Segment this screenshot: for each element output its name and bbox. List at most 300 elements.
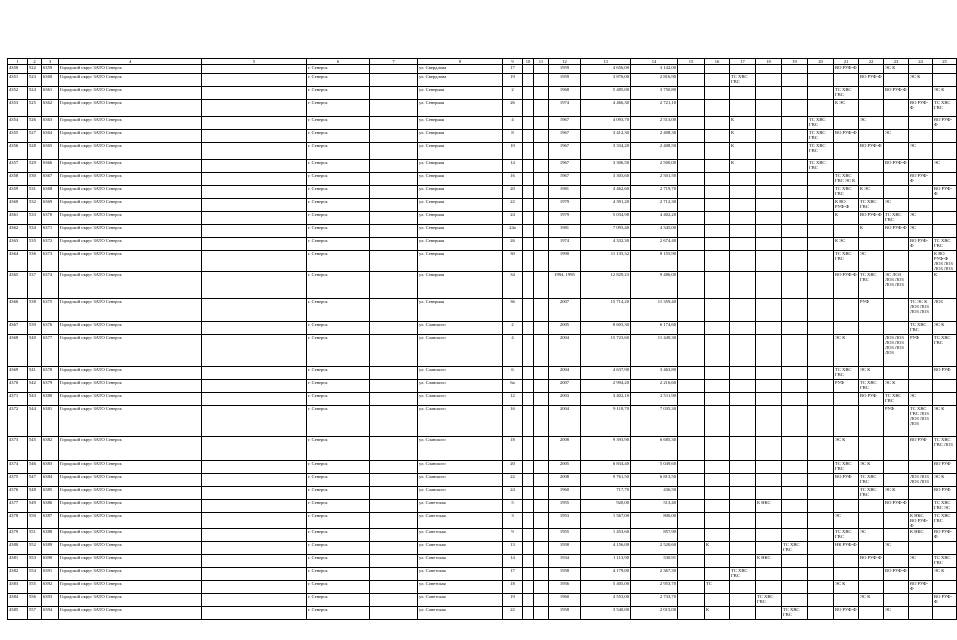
table-cell xyxy=(202,594,307,607)
table-cell: 6362 xyxy=(42,100,59,117)
column-header: 16 xyxy=(705,59,730,65)
table-cell: г. Северск xyxy=(307,380,370,393)
table-cell: 13 xyxy=(503,542,523,555)
table-cell xyxy=(756,299,782,322)
table-cell xyxy=(705,299,730,322)
table-cell: РУФ xyxy=(909,335,933,367)
table-cell xyxy=(730,555,756,568)
table-cell: ЭС К xyxy=(909,74,933,87)
table-cell xyxy=(523,487,534,500)
table-cell xyxy=(370,173,418,186)
table-cell: 2 733,70 xyxy=(631,594,678,607)
table-row xyxy=(8,160,957,173)
table-cell xyxy=(523,74,534,87)
table-cell: г. Северск xyxy=(307,65,370,74)
table-cell xyxy=(782,367,808,380)
table-cell: РУФ xyxy=(884,406,909,437)
table-cell: Городской округ ЗАТО Северск xyxy=(59,238,202,251)
table-cell xyxy=(370,367,418,380)
table-cell: ТС ХВС ГВС ЛОЗ xyxy=(933,437,957,461)
column-header: 10 xyxy=(523,59,534,65)
table-cell xyxy=(730,272,756,299)
table-cell: 6368 xyxy=(42,186,59,199)
table-cell xyxy=(523,186,534,199)
table-cell xyxy=(370,87,418,100)
table-cell xyxy=(909,542,933,555)
table-cell xyxy=(705,568,730,581)
table-cell xyxy=(884,100,909,117)
table-cell: 6 xyxy=(503,367,523,380)
table-cell xyxy=(534,607,549,620)
table-cell xyxy=(523,594,534,607)
table-cell: ВО РУФ-Ф xyxy=(909,100,933,117)
table-cell xyxy=(756,199,782,212)
table-cell: ВО РУФ-Ф xyxy=(834,272,859,299)
column-header: 6 xyxy=(307,59,370,65)
table-cell: г. Северск xyxy=(307,594,370,607)
table-cell: 16 xyxy=(503,173,523,186)
table-cell xyxy=(730,225,756,238)
table-cell xyxy=(859,568,884,581)
table-cell xyxy=(523,87,534,100)
table-cell xyxy=(859,130,884,143)
table-cell: г. Северск xyxy=(307,160,370,173)
table-cell: 4364 xyxy=(8,251,28,272)
table-cell xyxy=(859,500,884,513)
table-cell xyxy=(808,322,834,335)
table-cell: 18 xyxy=(503,437,523,461)
table-cell: 3 334,20 xyxy=(581,143,631,160)
table-cell xyxy=(730,335,756,367)
table-cell xyxy=(884,74,909,87)
table-cell xyxy=(202,74,307,87)
table-cell: 6388 xyxy=(42,529,59,542)
table-cell: 1 453,60 xyxy=(581,529,631,542)
table-cell: 4 466,30 xyxy=(581,100,631,117)
table-cell xyxy=(808,581,834,594)
table-cell: 529 xyxy=(28,160,42,173)
table-cell xyxy=(370,225,418,238)
table-cell xyxy=(730,542,756,555)
table-cell xyxy=(782,100,808,117)
table-cell: г. Северск xyxy=(307,487,370,500)
table-cell: К ЭС xyxy=(859,186,884,199)
column-header: 7 xyxy=(370,59,418,65)
table-row xyxy=(8,594,957,607)
table-cell: Городской округ ЗАТО Северск xyxy=(59,594,202,607)
table-cell: ЭС К xyxy=(834,581,859,594)
table-cell xyxy=(523,251,534,272)
table-cell: 6384 xyxy=(42,474,59,487)
table-cell xyxy=(730,65,756,74)
table-cell xyxy=(370,322,418,335)
table-cell: Городской округ ЗАТО Северск xyxy=(59,117,202,130)
table-cell: 3 303,60 xyxy=(581,173,631,186)
table-cell xyxy=(730,581,756,594)
column-header: 25 xyxy=(933,59,957,65)
table-cell: 1 567,00 xyxy=(581,513,631,529)
table-cell xyxy=(678,487,705,500)
table-row xyxy=(8,555,957,568)
table-cell: г. Северск xyxy=(307,500,370,513)
table-cell: Городской округ ЗАТО Северск xyxy=(59,529,202,542)
table-cell xyxy=(909,199,933,212)
table-cell: 525 xyxy=(28,100,42,117)
table-cell: К xyxy=(933,272,957,299)
table-cell: 2007 xyxy=(549,299,581,322)
table-cell xyxy=(523,367,534,380)
table-cell: Городской округ ЗАТО Северск xyxy=(59,272,202,299)
table-cell: 4367 xyxy=(8,322,28,335)
table-cell: 12 829,23 xyxy=(581,272,631,299)
table-cell: 542 xyxy=(28,380,42,393)
table-cell: ул. Северная xyxy=(418,143,503,160)
table-cell xyxy=(523,143,534,160)
table-cell: 12 xyxy=(503,393,523,406)
table-cell xyxy=(808,335,834,367)
table-cell: ЭС xyxy=(884,607,909,620)
table-cell xyxy=(782,173,808,186)
table-cell: 20 xyxy=(503,186,523,199)
table-cell xyxy=(678,581,705,594)
table-cell xyxy=(808,87,834,100)
table-row xyxy=(8,117,957,130)
table-cell xyxy=(859,100,884,117)
table-cell xyxy=(730,238,756,251)
table-cell xyxy=(834,225,859,238)
table-cell: 22 xyxy=(503,199,523,212)
table-cell xyxy=(202,474,307,487)
table-cell xyxy=(909,272,933,299)
table-cell: 4376 xyxy=(8,487,28,500)
table-cell: ЭС xyxy=(859,529,884,542)
table-cell xyxy=(202,186,307,199)
table-cell xyxy=(808,186,834,199)
table-cell xyxy=(782,225,808,238)
table-cell: ВО РУФ-Ф xyxy=(834,65,859,74)
table-cell: 6393 xyxy=(42,594,59,607)
table-cell: 5 049,60 xyxy=(631,461,678,474)
table-cell: 2008 xyxy=(549,474,581,487)
table-row xyxy=(8,393,957,406)
table-cell: 11 449,30 xyxy=(631,335,678,367)
table-cell: 557 xyxy=(28,607,42,620)
table-cell xyxy=(730,437,756,461)
table-cell: г. Северск xyxy=(307,437,370,461)
table-cell: 2004 xyxy=(549,335,581,367)
table-cell xyxy=(705,474,730,487)
table-cell: 1953 xyxy=(549,513,581,529)
table-cell: 4350 xyxy=(8,65,28,74)
table-cell xyxy=(370,406,418,437)
table-cell xyxy=(202,251,307,272)
table-cell: ВО РУФ xyxy=(909,437,933,461)
table-cell xyxy=(678,87,705,100)
table-cell: 530,91 xyxy=(631,555,678,568)
table-cell: 9 486,00 xyxy=(631,272,678,299)
table-row xyxy=(8,406,957,437)
table-cell: ВО РУФ-Ф xyxy=(884,225,909,238)
column-header: 5 xyxy=(202,59,307,65)
table-cell: 2007 xyxy=(549,380,581,393)
table-cell xyxy=(370,251,418,272)
table-cell xyxy=(730,474,756,487)
table-cell: 3 306,50 xyxy=(581,160,631,173)
table-cell xyxy=(370,500,418,513)
table-cell: ТС ХВС ГВС xyxy=(859,199,884,212)
table-cell xyxy=(834,74,859,87)
table-cell xyxy=(730,186,756,199)
table-cell: К НКС xyxy=(756,500,782,513)
column-header: 1 xyxy=(8,59,28,65)
table-cell: 2 xyxy=(503,87,523,100)
table-cell: ЭС К xyxy=(933,406,957,437)
table-cell xyxy=(782,487,808,500)
table-cell xyxy=(202,367,307,380)
table-cell xyxy=(933,225,957,238)
table-cell: ЭС К xyxy=(884,487,909,500)
table-cell xyxy=(756,160,782,173)
table-cell xyxy=(808,272,834,299)
table-cell: Городской округ ЗАТО Северск xyxy=(59,65,202,74)
table-cell xyxy=(730,487,756,500)
table-cell: 7 093,40 xyxy=(581,225,631,238)
table-cell xyxy=(202,406,307,437)
table-cell: 4359 xyxy=(8,186,28,199)
table-cell xyxy=(523,199,534,212)
table-cell xyxy=(859,542,884,555)
table-cell xyxy=(782,500,808,513)
table-cell xyxy=(523,100,534,117)
table-cell: ТС ХВС ГВС xyxy=(834,461,859,474)
table-cell xyxy=(782,272,808,299)
table-cell: 2 953,70 xyxy=(631,581,678,594)
table-cell: ЭС xyxy=(909,555,933,568)
table-cell: 2 994,20 xyxy=(581,380,631,393)
table-cell xyxy=(705,335,730,367)
table-cell: 4384 xyxy=(8,594,28,607)
table-cell: ул. Советская xyxy=(418,555,503,568)
table-cell xyxy=(782,74,808,87)
table-cell xyxy=(534,143,549,160)
table-cell xyxy=(678,225,705,238)
table-cell: 1958 xyxy=(549,568,581,581)
table-cell: ЛОЗ ЛОЗ ЛОЗ ЛОЗ xyxy=(909,474,933,487)
table-cell: ВО РУФ-Ф xyxy=(884,87,909,100)
table-cell: 6369 xyxy=(42,199,59,212)
table-cell: 3 463,80 xyxy=(631,367,678,380)
table-cell: 6372 xyxy=(42,238,59,251)
table-cell: г. Северск xyxy=(307,130,370,143)
table-cell: Городской округ ЗАТО Северск xyxy=(59,74,202,87)
table-cell: 2008 xyxy=(549,437,581,461)
table-cell xyxy=(523,225,534,238)
table-cell xyxy=(705,173,730,186)
table-cell: ул. Советская xyxy=(418,500,503,513)
table-cell xyxy=(523,393,534,406)
table-cell: ВО РУФ xyxy=(933,461,957,474)
table-cell: К xyxy=(834,212,859,225)
table-cell: г. Северск xyxy=(307,173,370,186)
table-cell: ул. Советская xyxy=(418,607,503,620)
column-header: 19 xyxy=(782,59,808,65)
table-cell: ТС ХВС ГВС xyxy=(808,130,834,143)
table-cell xyxy=(808,380,834,393)
table-cell: г. Северск xyxy=(307,393,370,406)
table-cell xyxy=(370,65,418,74)
table-cell: 6371 xyxy=(42,225,59,238)
table-cell xyxy=(884,437,909,461)
table-cell: 6379 xyxy=(42,380,59,393)
table-cell: ул. Советская xyxy=(418,542,503,555)
table-cell: ТС ХВС ГВС xyxy=(834,367,859,380)
table-cell xyxy=(705,513,730,529)
table-cell: ТС ХВС ГВС xyxy=(808,160,834,173)
column-header: 2 xyxy=(28,59,42,65)
table-cell: 3 540,00 xyxy=(581,607,631,620)
table-cell xyxy=(782,117,808,130)
table-cell xyxy=(782,199,808,212)
table-cell: Городской округ ЗАТО Северск xyxy=(59,322,202,335)
table-cell xyxy=(782,335,808,367)
table-cell xyxy=(523,212,534,225)
table-cell: 2005 xyxy=(549,461,581,474)
table-cell xyxy=(859,87,884,100)
column-header: 13 xyxy=(581,59,631,65)
table-cell: г. Северск xyxy=(307,74,370,87)
table-cell: 4363 xyxy=(8,238,28,251)
table-row xyxy=(8,367,957,380)
table-cell xyxy=(756,393,782,406)
table-cell: Городской округ ЗАТО Северск xyxy=(59,160,202,173)
table-cell: 2 712,30 xyxy=(631,199,678,212)
table-cell: 4372 xyxy=(8,406,28,437)
table-cell: ВО РУФ-Ф xyxy=(859,74,884,87)
table-cell xyxy=(534,322,549,335)
table-cell xyxy=(884,299,909,322)
table-cell: 4361 xyxy=(8,212,28,225)
table-cell xyxy=(705,117,730,130)
table-cell xyxy=(859,437,884,461)
table-cell: 1955 xyxy=(549,500,581,513)
table-cell xyxy=(534,529,549,542)
table-cell: 20 xyxy=(503,461,523,474)
table-row xyxy=(8,87,957,100)
table-cell xyxy=(370,117,418,130)
table-cell: г. Северск xyxy=(307,555,370,568)
table-cell: ВО РУФ-Ф xyxy=(859,143,884,160)
table-cell: 4355 xyxy=(8,130,28,143)
table-cell: 2004 xyxy=(549,406,581,437)
table-cell xyxy=(808,393,834,406)
table-cell: ул. Северная xyxy=(418,87,503,100)
table-cell: 4357 xyxy=(8,160,28,173)
table-cell: 2 511,90 xyxy=(631,393,678,406)
table-cell xyxy=(678,461,705,474)
table-cell: 2 408,50 xyxy=(631,143,678,160)
table-cell: 1967 xyxy=(549,173,581,186)
table-cell xyxy=(782,568,808,581)
table-cell: 6359 xyxy=(42,65,59,74)
table-cell xyxy=(370,74,418,87)
table-cell xyxy=(730,594,756,607)
table-cell: 4 179,00 xyxy=(581,568,631,581)
table-cell xyxy=(705,130,730,143)
table-cell: ТС ХВС ГВС xyxy=(933,335,957,367)
table-cell xyxy=(523,130,534,143)
table-cell: г. Северск xyxy=(307,251,370,272)
table-cell: ВО РУФ-Ф xyxy=(834,130,859,143)
table-cell xyxy=(534,173,549,186)
table-cell xyxy=(705,65,730,74)
table-cell: 6382 xyxy=(42,437,59,461)
table-cell xyxy=(756,130,782,143)
table-cell xyxy=(909,186,933,199)
table-cell xyxy=(678,474,705,487)
table-cell xyxy=(756,173,782,186)
table-row xyxy=(8,607,957,620)
table-cell xyxy=(705,500,730,513)
column-header: 21 xyxy=(834,59,859,65)
table-row xyxy=(8,100,957,117)
table-cell: 26 xyxy=(503,100,523,117)
table-cell: г. Северск xyxy=(307,607,370,620)
table-cell xyxy=(730,380,756,393)
table-cell: ЭС xyxy=(859,251,884,272)
table-cell: 6 834,40 xyxy=(581,461,631,474)
table-cell: ВО РУФ-Ф xyxy=(933,529,957,542)
table-cell xyxy=(370,143,418,160)
table-cell: 19 xyxy=(503,594,523,607)
table-cell xyxy=(808,555,834,568)
table-cell xyxy=(808,461,834,474)
table-cell xyxy=(523,335,534,367)
table-cell xyxy=(909,487,933,500)
table-cell: 2 520,60 xyxy=(631,542,678,555)
table-cell: 4371 xyxy=(8,393,28,406)
table-cell: 6 813,50 xyxy=(631,474,678,487)
table-cell xyxy=(705,100,730,117)
table-cell: ул. Северная xyxy=(418,272,503,299)
table-cell xyxy=(202,173,307,186)
table-cell xyxy=(705,143,730,160)
table-cell xyxy=(202,513,307,529)
table-cell xyxy=(678,594,705,607)
table-cell: Городской округ ЗАТО Северск xyxy=(59,186,202,199)
table-cell: 19 xyxy=(503,74,523,87)
table-cell xyxy=(808,225,834,238)
table-cell: Городской округ ЗАТО Северск xyxy=(59,199,202,212)
table-cell: 8 155,90 xyxy=(631,251,678,272)
table-cell: 6394 xyxy=(42,607,59,620)
table-cell xyxy=(782,437,808,461)
table-cell xyxy=(808,474,834,487)
table-cell: ВО РУФ-Ф xyxy=(909,238,933,251)
table-cell: 2 500,00 xyxy=(631,160,678,173)
table-cell: 4380 xyxy=(8,542,28,555)
table-cell: ул. Северная xyxy=(418,251,503,272)
table-cell xyxy=(534,542,549,555)
column-header: 8 xyxy=(418,59,503,65)
table-cell: 18 xyxy=(503,581,523,594)
table-cell: ЭС xyxy=(909,225,933,238)
table-cell xyxy=(859,513,884,529)
table-cell: 540 xyxy=(28,335,42,367)
table-cell: ТС ХВС ГВС xyxy=(884,393,909,406)
table-cell: 6378 xyxy=(42,367,59,380)
table-cell: ВО РУФ xyxy=(933,487,957,500)
table-cell: 4365 xyxy=(8,272,28,299)
